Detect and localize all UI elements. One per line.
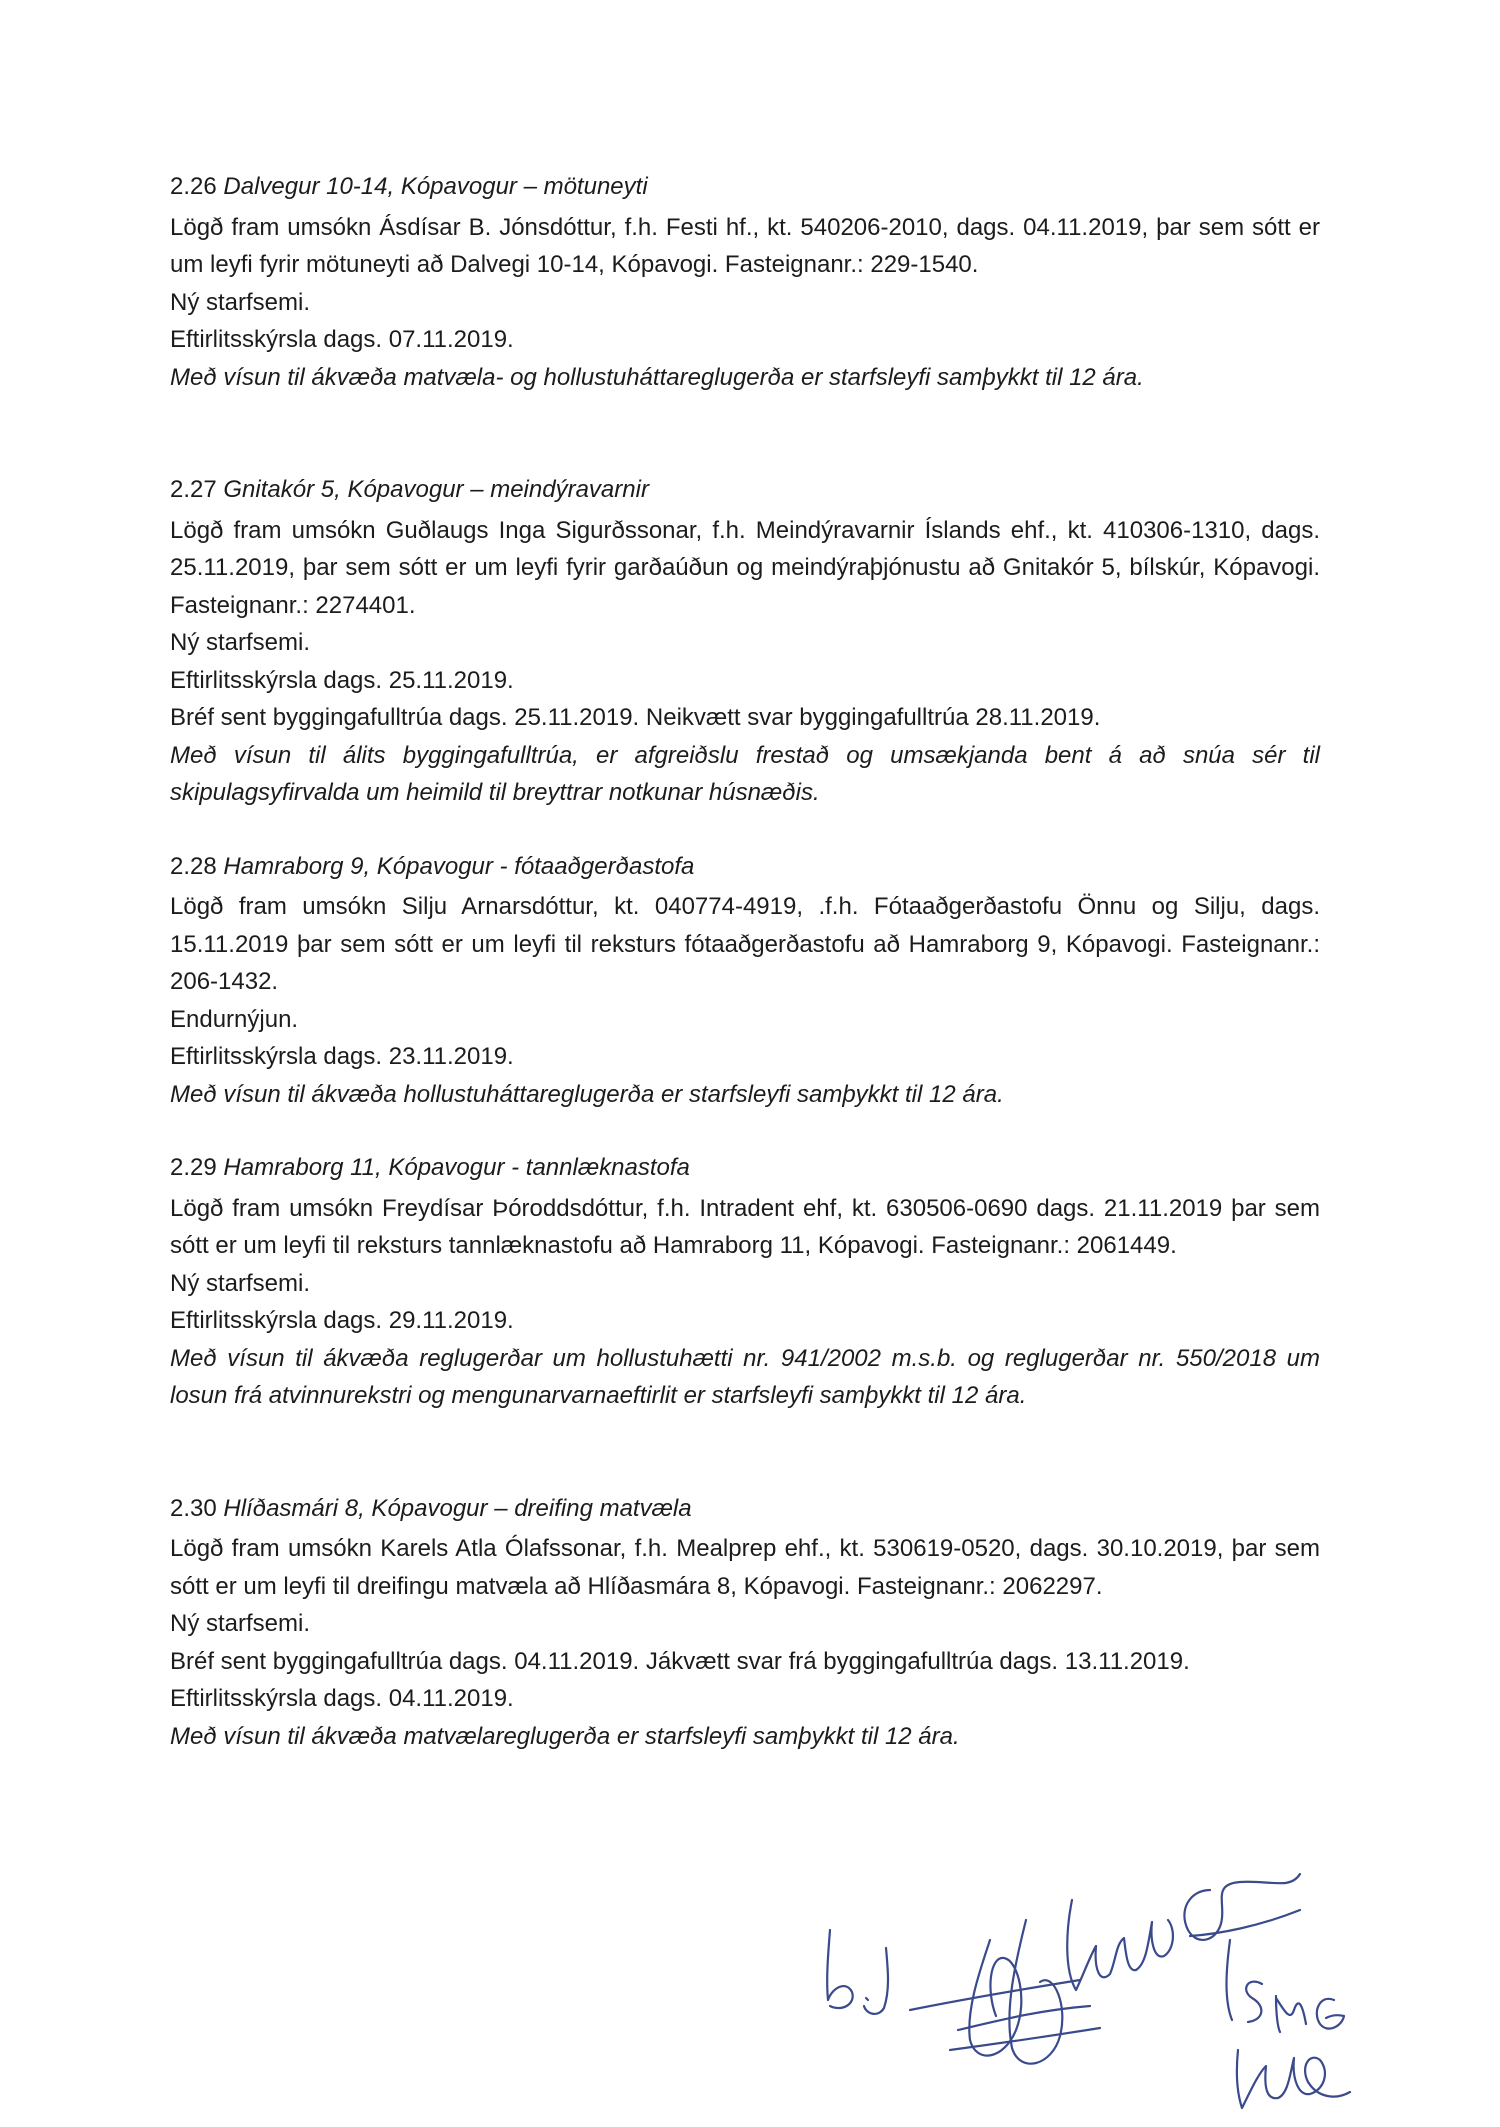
section-title: Hamraborg 11, Kópavogur - tannlæknastofa — [223, 1154, 690, 1181]
section-2-26 — [170, 168, 1320, 396]
status-line: Endurnýjun. — [170, 1005, 299, 1033]
section-title: Hlíðasmári 8, Kópavogur – dreifing matvæla — [223, 1494, 692, 1522]
section-2-30 — [170, 1490, 1320, 1756]
signatures — [790, 1860, 1380, 2122]
section-conclusion: Með vísun til ákvæða reglugerðar um hollustuhætti nr. 941/2002 m.s.b. og reglugerðar nr. 550/2018 um losun frá atvinnurekstri og mengunarvarnaeftirlit er starfsleyfi samþykkt til 12 ára. — [170, 1344, 1320, 1409]
document-page — [170, 168, 1320, 1755]
inspection-line: Eftirlitsskýrsla dags. 23.11.2019. — [170, 1043, 514, 1070]
section-number: 2.28 — [170, 852, 217, 880]
section-heading — [170, 471, 1320, 509]
section-2-28 — [170, 848, 1320, 1114]
section-body: Lögð fram umsókn Freydísar Þóroddsdóttur, f.h. Intradent ehf, kt. 630506-0690 dags. 21.11.2019 þar sem sótt er um leyfi til reksturs tannlæknastofu að Hamraborg 11, Kópavogi. Fasteignanr.: 2061449. — [170, 1194, 1320, 1259]
section-body: Lögð fram umsókn Ásdísar B. Jónsdóttur, f.h. Festi hf., kt. 540206-2010, dags. 04.11.2019, þar sem sótt er um leyfi fyrir mötuneyti að Dalvegi 10-14, Kópavogi. Fasteignanr.: 229-1540. — [170, 213, 1320, 278]
inspection-line: Eftirlitsskýrsla dags. 07.11.2019. — [170, 326, 514, 353]
signature-initials-2 — [1246, 1982, 1344, 2032]
section-conclusion: Með vísun til ákvæða hollustuháttareglugerða er starfsleyfi samþykkt til 12 ára. — [170, 1080, 1004, 1108]
letter-line: Bréf sent byggingafulltrúa dags. 25.11.2019. Neikvætt svar byggingafulltrúa 28.11.2019. — [170, 704, 1101, 731]
inspection-line: Eftirlitsskýrsla dags. 04.11.2019. — [170, 1685, 514, 1712]
signature-scribble-1 — [910, 1920, 1080, 2064]
status-line: Ný starfsemi. — [170, 629, 311, 656]
section-conclusion: Með vísun til ákvæða matvælareglugerða er starfsleyfi samþykkt til 12 ára. — [170, 1722, 960, 1750]
section-body: Lögð fram umsókn Silju Arnarsdóttur, kt. 040774-4919, .f.h. Fótaaðgerðastofu Önnu og Silju, dags. 15.11.2019 þar sem sótt er um leyfi til reksturs fótaaðgerðastofu að Hamraborg 9, Kópavogi. Fasteignanr.: 206-1432. — [170, 893, 1320, 995]
section-number: 2.29 — [170, 1154, 217, 1181]
section-title: Hamraborg 9, Kópavogur - fótaaðgerðastofa — [223, 852, 695, 880]
signature-scribble-4 — [1184, 1874, 1300, 2020]
section-title: Dalvegur 10-14, Kópavogur – mötuneyti — [223, 173, 648, 200]
section-title: Gnitakór 5, Kópavogur – meindýravarnir — [223, 476, 649, 503]
section-body: Lögð fram umsókn Karels Atla Ólafssonar, f.h. Mealprep ehf., kt. 530619-0520, dags. 30.10.2019, þar sem sótt er um leyfi til dreifingu matvæla að Hlíðasmára 8, Kópavogi. Fasteignanr.: 2062297. — [170, 1535, 1320, 1600]
section-2-27 — [170, 471, 1320, 812]
section-heading — [170, 168, 1320, 206]
section-heading — [170, 1149, 1320, 1187]
section-conclusion: Með vísun til ákvæða matvæla- og hollustuháttareglugerða er starfsleyfi samþykkt til 12 ára. — [170, 363, 1144, 391]
inspection-line: Eftirlitsskýrsla dags. 29.11.2019. — [170, 1307, 514, 1334]
section-heading — [170, 1490, 1320, 1528]
status-line: Ný starfsemi. — [170, 1610, 311, 1637]
section-2-29 — [170, 1149, 1320, 1415]
signature-scribble-3 — [1067, 1900, 1173, 1990]
section-heading — [170, 848, 1320, 886]
section-number: 2.27 — [170, 476, 217, 503]
section-number: 2.26 — [170, 173, 217, 200]
section-conclusion: Með vísun til álits byggingafulltrúa, er afgreiðslu frestað og umsækjanda bent á að snúa sér til skipulagsyfirvalda um heimild til breyttrar notkunar húsnæðis. — [170, 741, 1320, 806]
section-number: 2.30 — [170, 1494, 217, 1522]
signature-initials-1 — [827, 1930, 888, 2014]
inspection-line: Eftirlitsskýrsla dags. 25.11.2019. — [170, 666, 514, 694]
status-line: Ný starfsemi. — [170, 1269, 311, 1297]
section-body: Lögð fram umsókn Guðlaugs Inga Sigurðssonar, f.h. Meindýravarnir Íslands ehf., kt. 410306-1310, dags. 25.11.2019, þar sem sótt er um leyfi fyrir garðaúðun og meindýraþjónustu að Gnitakór 5, bílskúr, Kópavogi. Fasteignanr.: 2274401. — [170, 516, 1320, 619]
status-line: Ný starfsemi. — [170, 288, 311, 316]
signature-initials-3 — [1237, 2050, 1350, 2108]
letter-line: Bréf sent byggingafulltrúa dags. 04.11.2019. Jákvætt svar frá byggingafulltrúa dags. 13.11.2019. — [170, 1647, 1190, 1675]
signature-scribble-2 — [950, 2006, 1100, 2050]
